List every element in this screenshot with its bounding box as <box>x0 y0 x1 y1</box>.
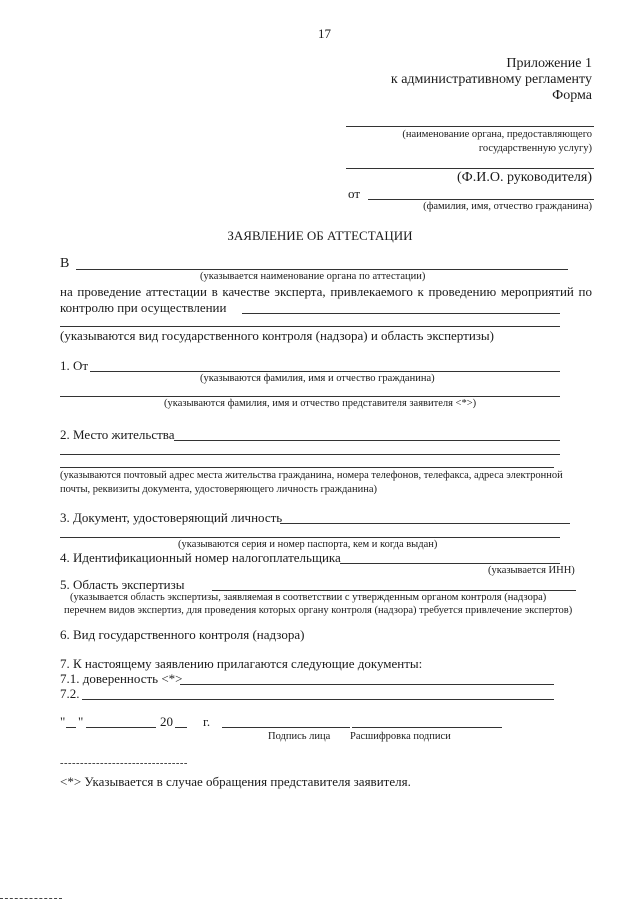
date-day-line[interactable] <box>66 727 76 728</box>
org-name-line[interactable] <box>346 126 594 127</box>
item-7-label: 7. К настоящему заявлению прилагаются следующие документы: <box>60 656 423 671</box>
item-4-line[interactable] <box>340 563 560 564</box>
signature-decode-hint: Расшифровка подписи <box>350 731 451 742</box>
org-name-hint-1: (наименование органа, предоставляющего <box>402 129 592 140</box>
item-3-line-1[interactable] <box>280 523 570 524</box>
item-3-label: 3. Документ, удостоверяющий личность <box>60 510 283 525</box>
item-4-label: 4. Идентификационный номер налогоплательщика <box>60 550 341 565</box>
footnote-text: <*> Указывается в случае обращения представителя заявителя. <box>60 774 411 789</box>
date-month-line[interactable] <box>86 727 156 728</box>
footnote-separator: -------------------------------- <box>60 758 188 769</box>
item-5-line[interactable] <box>212 590 576 591</box>
item-1-line-1[interactable] <box>90 371 560 372</box>
applicant-name-hint: (фамилия, имя, отчество гражданина) <box>423 201 592 212</box>
in-label: В <box>60 256 70 271</box>
purpose-line-1: на проведение аттестации в качестве эксперта, привлекаемого к проведению мероприятий по <box>60 284 592 299</box>
purpose-line-2: контролю при осуществлении <box>60 300 227 315</box>
item-3-line-2[interactable] <box>60 537 560 538</box>
form-title: ЗАЯВЛЕНИЕ ОБ АТТЕСТАЦИИ <box>227 228 413 243</box>
page-edge-mark <box>0 898 62 899</box>
item-4-hint: (указывается ИНН) <box>488 565 575 576</box>
control-field-hint: (указываются вид государственного контроля (надзора) и область экспертизы) <box>60 328 494 343</box>
date-quote-open: " <box>60 714 66 729</box>
org-name-hint-2: государственную услугу) <box>478 143 592 154</box>
item-1-line-2[interactable] <box>60 396 560 397</box>
page-number: 17 <box>318 26 331 41</box>
item-6-label: 6. Вид государственного контроля (надзора) <box>60 627 305 642</box>
item-3-hint: (указываются серия и номер паспорта, кем и когда выдан) <box>178 539 438 550</box>
item-2-line-3[interactable] <box>60 467 554 468</box>
appendix-line-1: Приложение 1 <box>506 56 592 71</box>
attestation-body-line[interactable] <box>76 269 568 270</box>
item-1-hint-2: (указываются фамилия, имя и отчество представителя заявителя <*>) <box>164 398 477 409</box>
from-label: от <box>348 186 361 201</box>
item-7-1-label: 7.1. доверенность <*> <box>60 671 183 686</box>
item-2-hint-1: (указываются почтовый адрес места жительства гражданина, номера телефонов, телефакса, адреса электронной <box>60 470 563 481</box>
head-name-line[interactable] <box>346 168 594 169</box>
appendix-line-2: к административному регламенту <box>390 72 592 87</box>
item-5-hint-1: (указывается область экспертизы, заявляемая в соответствии с утвержденным органом контроля (надзора) <box>70 592 547 603</box>
item-7-1-line[interactable] <box>180 684 554 685</box>
item-2-hint-2: почты, реквизиты документа, удостоверяющего личность гражданина) <box>60 484 377 495</box>
appendix-form-label: Форма <box>552 88 592 103</box>
item-2-line-1[interactable] <box>174 440 560 441</box>
item-5-hint-2: перечнем видов экспертиз, для проведения которых органу контроля (надзора) требуется привлечение экспертов) <box>64 605 573 616</box>
item-5-label: 5. Область экспертизы <box>60 577 185 592</box>
control-field-line-1[interactable] <box>242 313 560 314</box>
item-1-hint-1: (указываются фамилия, имя и отчество гражданина) <box>200 373 435 384</box>
head-name-hint: (Ф.И.О. руководителя) <box>457 170 592 185</box>
date-year-prefix: 20 <box>160 714 173 729</box>
item-7-2-line[interactable] <box>82 699 554 700</box>
applicant-name-line[interactable] <box>368 199 594 200</box>
signature-line[interactable] <box>222 727 350 728</box>
signature-hint: Подпись лица <box>268 731 331 742</box>
item-1-label: 1. От <box>60 358 89 373</box>
item-2-line-2[interactable] <box>60 454 560 455</box>
date-quote-close: " <box>78 714 84 729</box>
date-year-suffix: г. <box>203 714 211 729</box>
attestation-body-hint: (указывается наименование органа по аттестации) <box>200 271 426 282</box>
signature-decode-line[interactable] <box>352 727 502 728</box>
date-year-line[interactable] <box>175 727 187 728</box>
item-2-label: 2. Место жительства <box>60 427 175 442</box>
item-7-2-label: 7.2. <box>60 686 80 701</box>
control-field-line-2[interactable] <box>60 326 560 327</box>
